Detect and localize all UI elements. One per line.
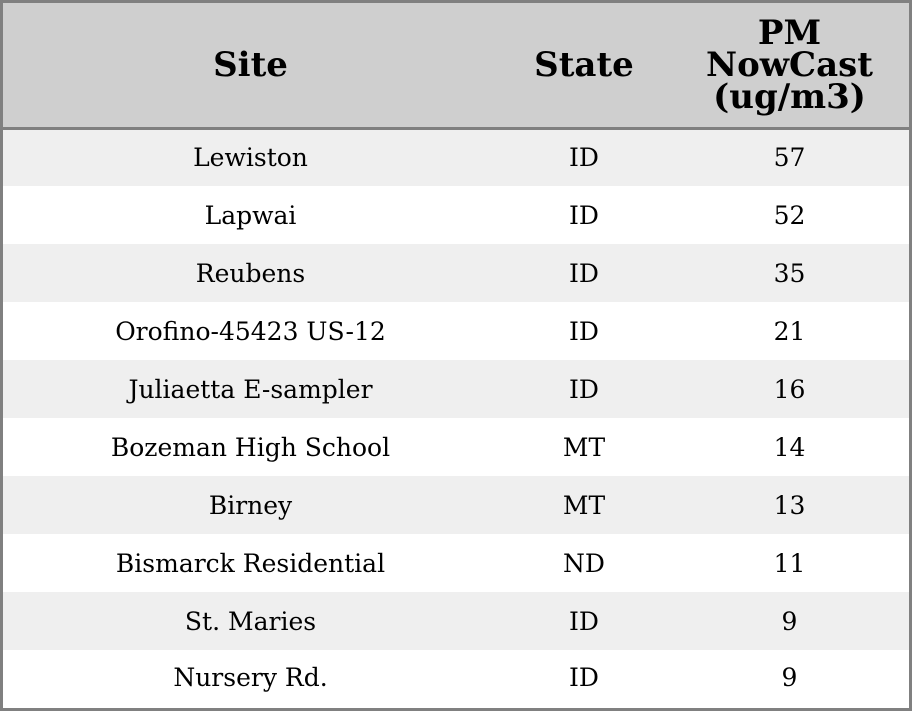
state-cell: ID [569,374,599,404]
pm-value-cell: 35 [773,258,806,288]
table-body [3,128,909,705]
site-cell: Orofino-45423 US-12 [115,316,386,346]
table-row [3,244,909,302]
state-cell: ID [569,606,599,636]
state-cell: ID [569,316,599,346]
site-cell: Bismarck Residential [115,548,386,578]
table-row [3,128,909,186]
header-state-line: State [534,44,634,85]
pm-value-cell: 9 [781,663,798,692]
state-cell: ID [569,200,599,230]
site-cell: Reubens [195,258,306,288]
pm-value-cell: 11 [773,548,806,578]
header-pm-line-1: PM [757,12,822,53]
table-row [3,650,909,705]
pm-value-cell: 14 [773,432,806,462]
header-pm-line-2: NowCast [706,44,873,85]
header-state [498,3,670,128]
pm-value-cell: 21 [773,316,806,346]
state-cell: MT [562,490,606,520]
state-cell: ID [569,143,599,173]
state-cell: ND [563,548,605,578]
pm-value-cell: 52 [773,200,806,230]
table-row [3,418,909,476]
table-header [3,3,909,128]
state-cell: ID [569,663,599,692]
pm-value-cell: 13 [773,490,806,520]
table-row [3,360,909,418]
table-row [3,476,909,534]
header-pm-line-3: (ug/m3) [713,76,866,117]
site-cell: Bozeman High School [110,432,391,462]
table-row [3,534,909,592]
table-row [3,186,909,244]
table-row [3,302,909,360]
site-cell: Lapwai [204,200,297,230]
header-site-line: Site [213,44,288,85]
header-row [3,3,909,128]
pm-value-cell: 16 [773,374,806,404]
header-pm-nowcast [670,3,909,128]
pm-value-cell: 57 [773,143,806,173]
header-site [3,3,498,128]
state-cell: MT [562,432,606,462]
site-cell: Nursery Rd. [173,663,328,692]
state-cell: ID [569,258,599,288]
site-cell: St. Maries [184,606,317,636]
pm-nowcast-table [3,3,909,705]
pm-value-cell: 9 [781,606,798,636]
site-cell: Juliaetta E-sampler [128,374,373,404]
site-cell: Lewiston [193,143,308,173]
site-cell: Birney [208,490,293,520]
table-row [3,592,909,650]
